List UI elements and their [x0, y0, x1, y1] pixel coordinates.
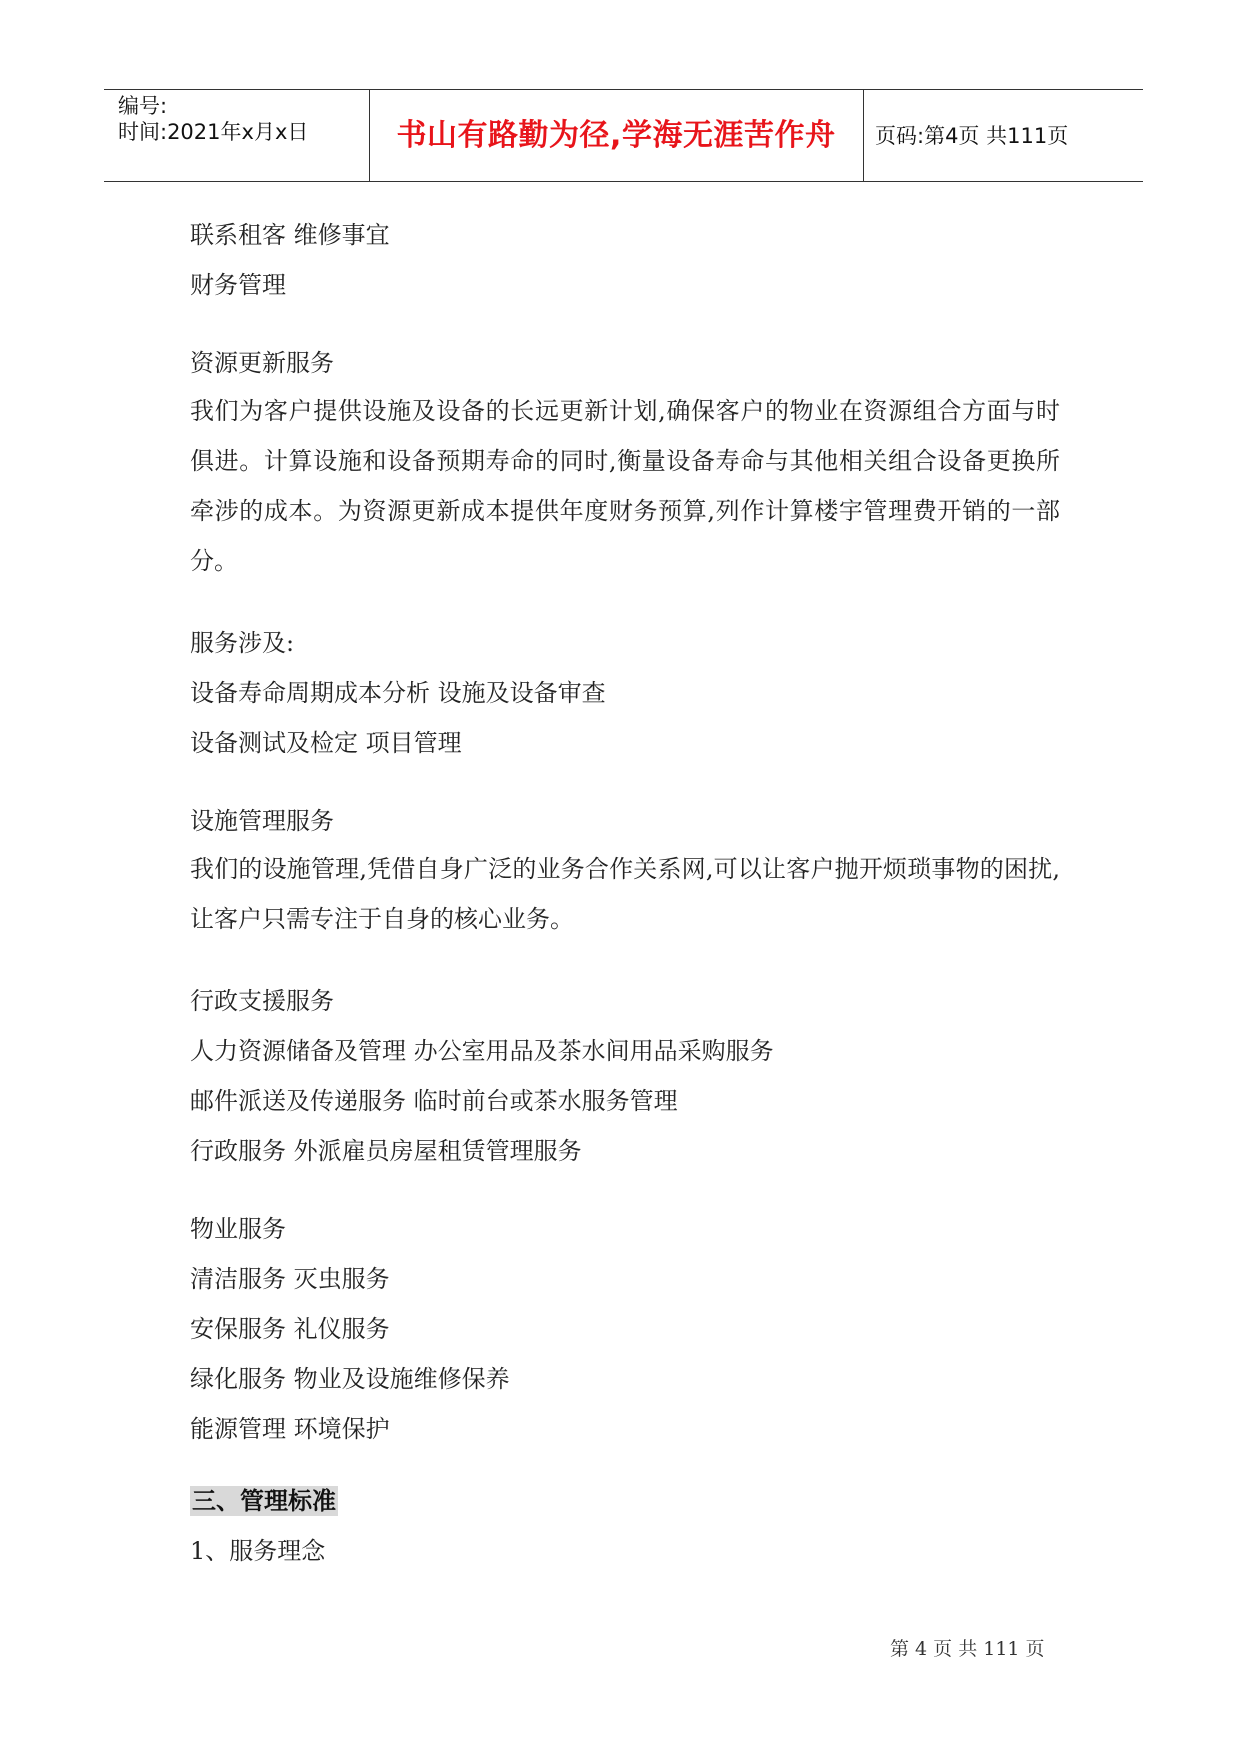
- property-item: 能源管理 环境保护: [190, 1415, 390, 1443]
- admin-item: 邮件派送及传递服务 临时前台或茶水服务管理: [190, 1087, 678, 1115]
- resource-title: 资源更新服务: [190, 349, 334, 377]
- scope-item: 设备寿命周期成本分析 设施及设备审查: [190, 679, 606, 707]
- line-contact: 联系租客 维修事宜: [190, 221, 390, 249]
- header-right-cell: [863, 90, 1143, 181]
- page-footer: 第 4 页 共 111 页: [890, 1638, 1045, 1660]
- document-code-label: 编号:: [118, 94, 168, 118]
- admin-item: 行政服务 外派雇员房屋租赁管理服务: [190, 1137, 582, 1165]
- scope-item: 设备测试及检定 项目管理: [190, 729, 462, 757]
- facility-title: 设施管理服务: [190, 807, 334, 835]
- header-left-cell: [104, 90, 370, 181]
- property-item: 清洁服务 灭虫服务: [190, 1265, 390, 1293]
- property-item: 绿化服务 物业及设施维修保养: [190, 1365, 510, 1393]
- facility-paragraph: 我们的设施管理,凭借自身广泛的业务合作关系网,可以让客户抛开烦琐事物的困扰,让客户只需专注于自身的核心业务。: [190, 855, 1060, 933]
- subsection-heading: 1、服务理念: [190, 1537, 326, 1565]
- header-motto: 书山有路勤为径,学海无涯苦作舟: [396, 118, 836, 153]
- admin-title: 行政支援服务: [190, 987, 334, 1015]
- header-page-info: 页码:第4页 共111页: [875, 124, 1069, 148]
- line-finance: 财务管理: [190, 271, 286, 299]
- header-middle-cell: [369, 90, 864, 181]
- resource-paragraph: 我们为客户提供设施及设备的长远更新计划,确保客户的物业在资源组合方面与时俱进。计算设施和设备预期寿命的同时,衡量设备寿命与其他相关组合设备更换所牵涉的成本。为资源更新成本提供年度财务预算,列作计算楼宇管理费开销的一部分。: [190, 397, 1060, 575]
- property-item: 安保服务 礼仪服务: [190, 1315, 390, 1343]
- property-title: 物业服务: [190, 1215, 286, 1243]
- page-header: [104, 89, 1143, 182]
- scope-title: 服务涉及:: [190, 629, 295, 657]
- section-heading: 三、管理标准: [192, 1487, 336, 1515]
- document-time-label: 时间:2021年x月x日: [118, 120, 309, 144]
- admin-item: 人力资源储备及管理 办公室用品及茶水间用品采购服务: [190, 1037, 774, 1065]
